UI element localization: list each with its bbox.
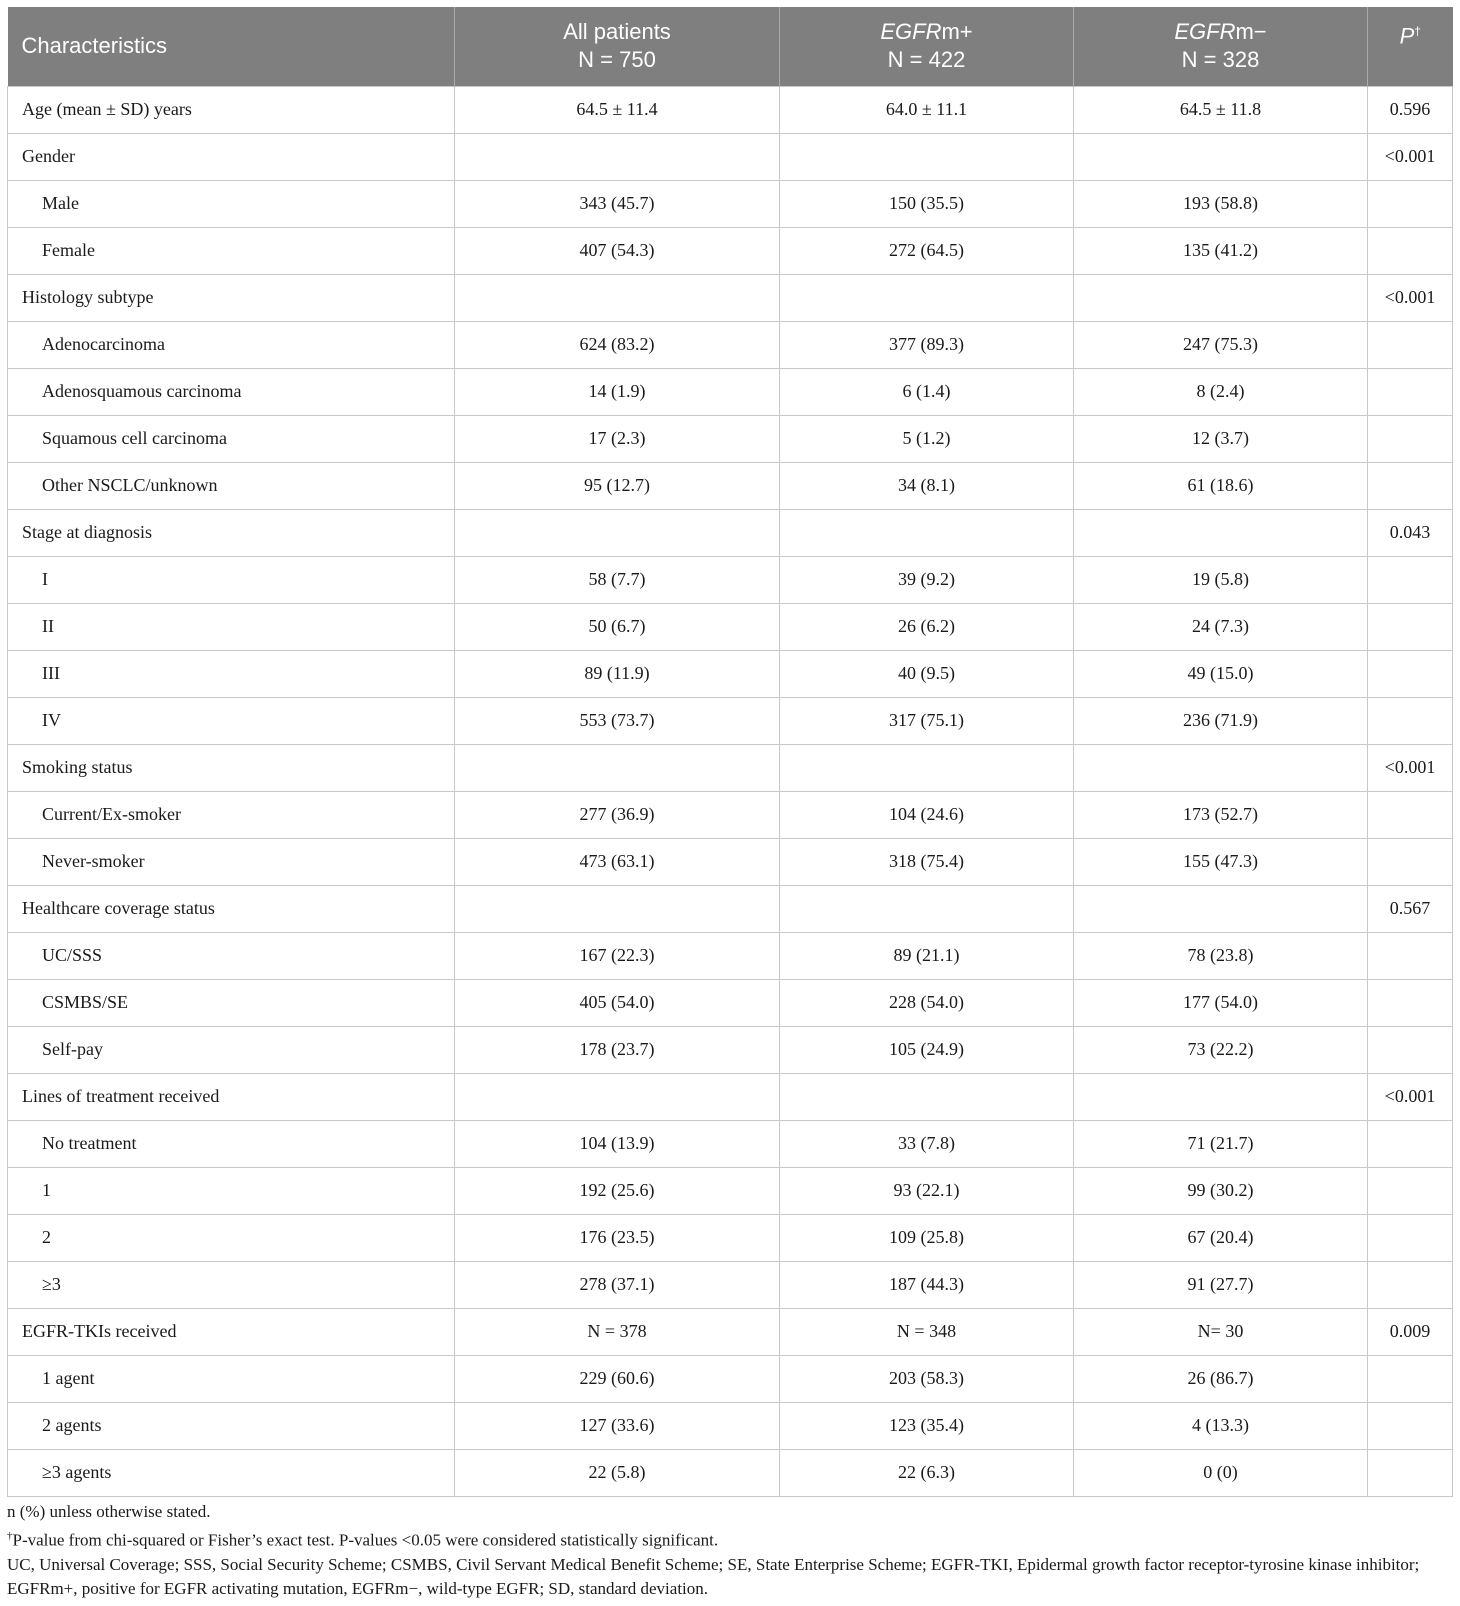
cell-p-value: 0.009 xyxy=(1368,1308,1453,1355)
cell-egfrm-positive: 26 (6.2) xyxy=(780,603,1074,650)
header-characteristics xyxy=(8,7,455,86)
cell-all-patients: 50 (6.7) xyxy=(455,603,780,650)
header-p-dagger: † xyxy=(1414,24,1421,38)
header-egfrm-negative-n: N = 328 xyxy=(1181,47,1260,73)
cell-egfrm-positive: 317 (75.1) xyxy=(780,697,1074,744)
cell-all-patients: 127 (33.6) xyxy=(455,1402,780,1449)
cell-egfrm-negative: 19 (5.8) xyxy=(1074,556,1368,603)
cell-egfrm-positive xyxy=(780,744,1074,791)
characteristics-table-container xyxy=(7,7,1452,1497)
cell-egfrm-positive xyxy=(780,1073,1074,1120)
cell-characteristic: 2 xyxy=(8,1214,455,1261)
cell-egfrm-negative: 4 (13.3) xyxy=(1074,1402,1368,1449)
cell-egfrm-positive: 150 (35.5) xyxy=(780,180,1074,227)
cell-egfrm-positive: 105 (24.9) xyxy=(780,1026,1074,1073)
cell-characteristic: I xyxy=(8,556,455,603)
cell-p-value: 0.043 xyxy=(1368,509,1453,556)
cell-egfrm-positive: 104 (24.6) xyxy=(780,791,1074,838)
cell-characteristic: IV xyxy=(8,697,455,744)
cell-characteristic: Female xyxy=(8,227,455,274)
cell-p-value xyxy=(1368,1167,1453,1214)
cell-egfrm-positive: 377 (89.3) xyxy=(780,321,1074,368)
table-row xyxy=(8,1355,1453,1402)
cell-characteristic: Adenosquamous carcinoma xyxy=(8,368,455,415)
cell-p-value xyxy=(1368,1261,1453,1308)
cell-all-patients: 624 (83.2) xyxy=(455,321,780,368)
cell-characteristic: Male xyxy=(8,180,455,227)
table-row xyxy=(8,1120,1453,1167)
cell-egfrm-negative: 177 (54.0) xyxy=(1074,979,1368,1026)
table-row xyxy=(8,274,1453,321)
cell-all-patients: 89 (11.9) xyxy=(455,650,780,697)
cell-all-patients: 104 (13.9) xyxy=(455,1120,780,1167)
table-row xyxy=(8,1026,1453,1073)
table-row xyxy=(8,932,1453,979)
cell-p-value xyxy=(1368,838,1453,885)
table-row xyxy=(8,885,1453,932)
header-all-patients xyxy=(455,7,780,86)
cell-egfrm-positive: 40 (9.5) xyxy=(780,650,1074,697)
cell-p-value xyxy=(1368,556,1453,603)
cell-all-patients: 192 (25.6) xyxy=(455,1167,780,1214)
cell-egfrm-positive xyxy=(780,133,1074,180)
cell-characteristic: Current/Ex-smoker xyxy=(8,791,455,838)
cell-egfrm-positive: 6 (1.4) xyxy=(780,368,1074,415)
cell-egfrm-negative: 26 (86.7) xyxy=(1074,1355,1368,1402)
cell-egfrm-positive: N = 348 xyxy=(780,1308,1074,1355)
table-row xyxy=(8,1167,1453,1214)
table-row xyxy=(8,1261,1453,1308)
cell-p-value: <0.001 xyxy=(1368,274,1453,321)
cell-p-value: <0.001 xyxy=(1368,744,1453,791)
cell-egfrm-negative: 73 (22.2) xyxy=(1074,1026,1368,1073)
cell-all-patients: 229 (60.6) xyxy=(455,1355,780,1402)
cell-egfrm-negative: 24 (7.3) xyxy=(1074,603,1368,650)
table-row xyxy=(8,1449,1453,1496)
cell-egfrm-negative: 67 (20.4) xyxy=(1074,1214,1368,1261)
cell-egfrm-negative xyxy=(1074,744,1368,791)
table-row xyxy=(8,603,1453,650)
cell-egfrm-negative: 91 (27.7) xyxy=(1074,1261,1368,1308)
cell-egfrm-negative xyxy=(1074,1073,1368,1120)
cell-egfrm-negative: N= 30 xyxy=(1074,1308,1368,1355)
cell-characteristic: Lines of treatment received xyxy=(8,1073,455,1120)
cell-egfrm-negative: 61 (18.6) xyxy=(1074,462,1368,509)
cell-egfrm-negative: 8 (2.4) xyxy=(1074,368,1368,415)
header-egfrm-positive xyxy=(780,7,1074,86)
table-row xyxy=(8,415,1453,462)
cell-all-patients xyxy=(455,744,780,791)
header-egfrm-positive-n: N = 422 xyxy=(887,47,966,73)
table-row xyxy=(8,556,1453,603)
table-row xyxy=(8,86,1453,133)
cell-characteristic: II xyxy=(8,603,455,650)
cell-characteristic: Age (mean ± SD) years xyxy=(8,86,455,133)
cell-p-value xyxy=(1368,932,1453,979)
cell-egfrm-negative: 155 (47.3) xyxy=(1074,838,1368,885)
header-p-value xyxy=(1368,7,1453,86)
cell-characteristic: Squamous cell carcinoma xyxy=(8,415,455,462)
header-egfrm-positive-suffix: m+ xyxy=(941,19,973,45)
cell-all-patients: N = 378 xyxy=(455,1308,780,1355)
cell-egfrm-positive: 22 (6.3) xyxy=(780,1449,1074,1496)
cell-characteristic: Gender xyxy=(8,133,455,180)
cell-p-value xyxy=(1368,1120,1453,1167)
table-row xyxy=(8,1402,1453,1449)
cell-p-value: 0.596 xyxy=(1368,86,1453,133)
cell-characteristic: Adenocarcinoma xyxy=(8,321,455,368)
cell-all-patients: 405 (54.0) xyxy=(455,979,780,1026)
cell-characteristic: ≥3 agents xyxy=(8,1449,455,1496)
cell-p-value: <0.001 xyxy=(1368,133,1453,180)
cell-egfrm-negative xyxy=(1074,885,1368,932)
cell-all-patients: 64.5 ± 11.4 xyxy=(455,86,780,133)
cell-characteristic: No treatment xyxy=(8,1120,455,1167)
cell-egfrm-positive: 187 (44.3) xyxy=(780,1261,1074,1308)
cell-p-value: <0.001 xyxy=(1368,1073,1453,1120)
cell-all-patients: 167 (22.3) xyxy=(455,932,780,979)
cell-characteristic: UC/SSS xyxy=(8,932,455,979)
table-row xyxy=(8,368,1453,415)
cell-characteristic: 2 agents xyxy=(8,1402,455,1449)
table-header-row xyxy=(8,7,1453,86)
table-row xyxy=(8,133,1453,180)
cell-p-value xyxy=(1368,1214,1453,1261)
cell-all-patients: 17 (2.3) xyxy=(455,415,780,462)
cell-p-value xyxy=(1368,650,1453,697)
header-egfrm-negative xyxy=(1074,7,1368,86)
cell-egfrm-positive: 93 (22.1) xyxy=(780,1167,1074,1214)
header-all-patients-title: All patients xyxy=(563,19,671,45)
cell-characteristic: Smoking status xyxy=(8,744,455,791)
cell-characteristic: III xyxy=(8,650,455,697)
footnote-p-value xyxy=(7,1524,1452,1553)
cell-egfrm-negative: 173 (52.7) xyxy=(1074,791,1368,838)
cell-p-value xyxy=(1368,791,1453,838)
cell-p-value xyxy=(1368,462,1453,509)
cell-egfrm-negative: 135 (41.2) xyxy=(1074,227,1368,274)
cell-egfrm-negative: 193 (58.8) xyxy=(1074,180,1368,227)
table-row xyxy=(8,697,1453,744)
cell-egfrm-positive: 64.0 ± 11.1 xyxy=(780,86,1074,133)
cell-egfrm-negative: 236 (71.9) xyxy=(1074,697,1368,744)
cell-egfrm-positive: 39 (9.2) xyxy=(780,556,1074,603)
cell-egfrm-positive: 33 (7.8) xyxy=(780,1120,1074,1167)
cell-p-value xyxy=(1368,1402,1453,1449)
cell-characteristic: Other NSCLC/unknown xyxy=(8,462,455,509)
table-row xyxy=(8,1308,1453,1355)
header-characteristics-text: Characteristics xyxy=(21,33,167,59)
cell-egfrm-positive: 5 (1.2) xyxy=(780,415,1074,462)
table-row xyxy=(8,979,1453,1026)
cell-egfrm-positive xyxy=(780,274,1074,321)
cell-p-value xyxy=(1368,321,1453,368)
cell-egfrm-negative xyxy=(1074,133,1368,180)
cell-egfrm-positive: 109 (25.8) xyxy=(780,1214,1074,1261)
cell-p-value xyxy=(1368,697,1453,744)
cell-all-patients: 407 (54.3) xyxy=(455,227,780,274)
cell-characteristic: ≥3 xyxy=(8,1261,455,1308)
cell-all-patients xyxy=(455,274,780,321)
cell-all-patients xyxy=(455,1073,780,1120)
table-row xyxy=(8,509,1453,556)
cell-all-patients: 176 (23.5) xyxy=(455,1214,780,1261)
cell-all-patients xyxy=(455,885,780,932)
cell-characteristic: CSMBS/SE xyxy=(8,979,455,1026)
cell-egfrm-positive: 272 (64.5) xyxy=(780,227,1074,274)
cell-characteristic: Healthcare coverage status xyxy=(8,885,455,932)
characteristics-table xyxy=(7,7,1453,1497)
cell-p-value xyxy=(1368,1449,1453,1496)
table-row xyxy=(8,1073,1453,1120)
cell-p-value xyxy=(1368,180,1453,227)
cell-characteristic: Stage at diagnosis xyxy=(8,509,455,556)
footnote-dagger: † xyxy=(7,1530,13,1542)
cell-egfrm-negative: 64.5 ± 11.8 xyxy=(1074,86,1368,133)
table-row xyxy=(8,791,1453,838)
table-footnotes xyxy=(7,1500,1452,1601)
footnote-abbreviations: UC, Universal Coverage; SSS, Social Security Scheme; CSMBS, Civil Servant Medical Benefit Scheme; SE, State Enterprise Scheme; EGFR-TKI, Epidermal growth factor receptor-tyrosine kinase inhibitor; EGFRm+, positive for EGFR activating mutation, EGFRm−, wild-type EGFR; SD, standard deviation. xyxy=(7,1554,1420,1598)
cell-p-value xyxy=(1368,227,1453,274)
cell-p-value xyxy=(1368,603,1453,650)
cell-egfrm-negative: 78 (23.8) xyxy=(1074,932,1368,979)
cell-egfrm-positive: 228 (54.0) xyxy=(780,979,1074,1026)
cell-p-value xyxy=(1368,1026,1453,1073)
cell-all-patients: 473 (63.1) xyxy=(455,838,780,885)
cell-all-patients xyxy=(455,133,780,180)
table-body xyxy=(8,86,1453,1496)
cell-egfrm-positive xyxy=(780,885,1074,932)
table-row xyxy=(8,1214,1453,1261)
footnote-units: n (%) unless otherwise stated. xyxy=(7,1502,211,1521)
cell-all-patients: 14 (1.9) xyxy=(455,368,780,415)
table-row xyxy=(8,838,1453,885)
cell-all-patients: 343 (45.7) xyxy=(455,180,780,227)
cell-all-patients: 58 (7.7) xyxy=(455,556,780,603)
header-p-letter: P xyxy=(1399,23,1415,49)
cell-characteristic: Self-pay xyxy=(8,1026,455,1073)
cell-egfrm-negative: 71 (21.7) xyxy=(1074,1120,1368,1167)
cell-characteristic: Never-smoker xyxy=(8,838,455,885)
cell-egfrm-positive: 123 (35.4) xyxy=(780,1402,1074,1449)
cell-egfrm-positive: 318 (75.4) xyxy=(780,838,1074,885)
table-row xyxy=(8,650,1453,697)
footnote-p-value-text: P-value from chi-squared or Fisher’s exact test. P-values <0.05 were considered statistically significant. xyxy=(12,1530,719,1550)
table-row xyxy=(8,321,1453,368)
cell-egfrm-positive: 34 (8.1) xyxy=(780,462,1074,509)
cell-characteristic: EGFR-TKIs received xyxy=(8,1308,455,1355)
cell-p-value: 0.567 xyxy=(1368,885,1453,932)
cell-egfrm-positive: 203 (58.3) xyxy=(780,1355,1074,1402)
cell-egfrm-negative: 247 (75.3) xyxy=(1074,321,1368,368)
cell-all-patients: 95 (12.7) xyxy=(455,462,780,509)
cell-egfrm-negative xyxy=(1074,274,1368,321)
cell-egfrm-positive xyxy=(780,509,1074,556)
cell-all-patients: 178 (23.7) xyxy=(455,1026,780,1073)
cell-p-value xyxy=(1368,1355,1453,1402)
cell-egfrm-negative: 99 (30.2) xyxy=(1074,1167,1368,1214)
cell-all-patients: 22 (5.8) xyxy=(455,1449,780,1496)
header-all-patients-n: N = 750 xyxy=(578,47,656,73)
table-row xyxy=(8,744,1453,791)
cell-all-patients xyxy=(455,509,780,556)
cell-all-patients: 278 (37.1) xyxy=(455,1261,780,1308)
header-egfrm-negative-gene: EGFR xyxy=(1174,19,1236,45)
table-row xyxy=(8,462,1453,509)
cell-egfrm-negative: 12 (3.7) xyxy=(1074,415,1368,462)
table-row xyxy=(8,227,1453,274)
cell-egfrm-positive: 89 (21.1) xyxy=(780,932,1074,979)
header-egfrm-negative-suffix: m− xyxy=(1235,19,1267,45)
cell-egfrm-negative: 49 (15.0) xyxy=(1074,650,1368,697)
header-egfrm-positive-gene: EGFR xyxy=(880,19,942,45)
table-row xyxy=(8,180,1453,227)
cell-characteristic: 1 xyxy=(8,1167,455,1214)
cell-egfrm-negative xyxy=(1074,509,1368,556)
cell-all-patients: 553 (73.7) xyxy=(455,697,780,744)
cell-all-patients: 277 (36.9) xyxy=(455,791,780,838)
cell-characteristic: 1 agent xyxy=(8,1355,455,1402)
cell-p-value xyxy=(1368,979,1453,1026)
cell-egfrm-negative: 0 (0) xyxy=(1074,1449,1368,1496)
cell-characteristic: Histology subtype xyxy=(8,274,455,321)
cell-p-value xyxy=(1368,368,1453,415)
cell-p-value xyxy=(1368,415,1453,462)
